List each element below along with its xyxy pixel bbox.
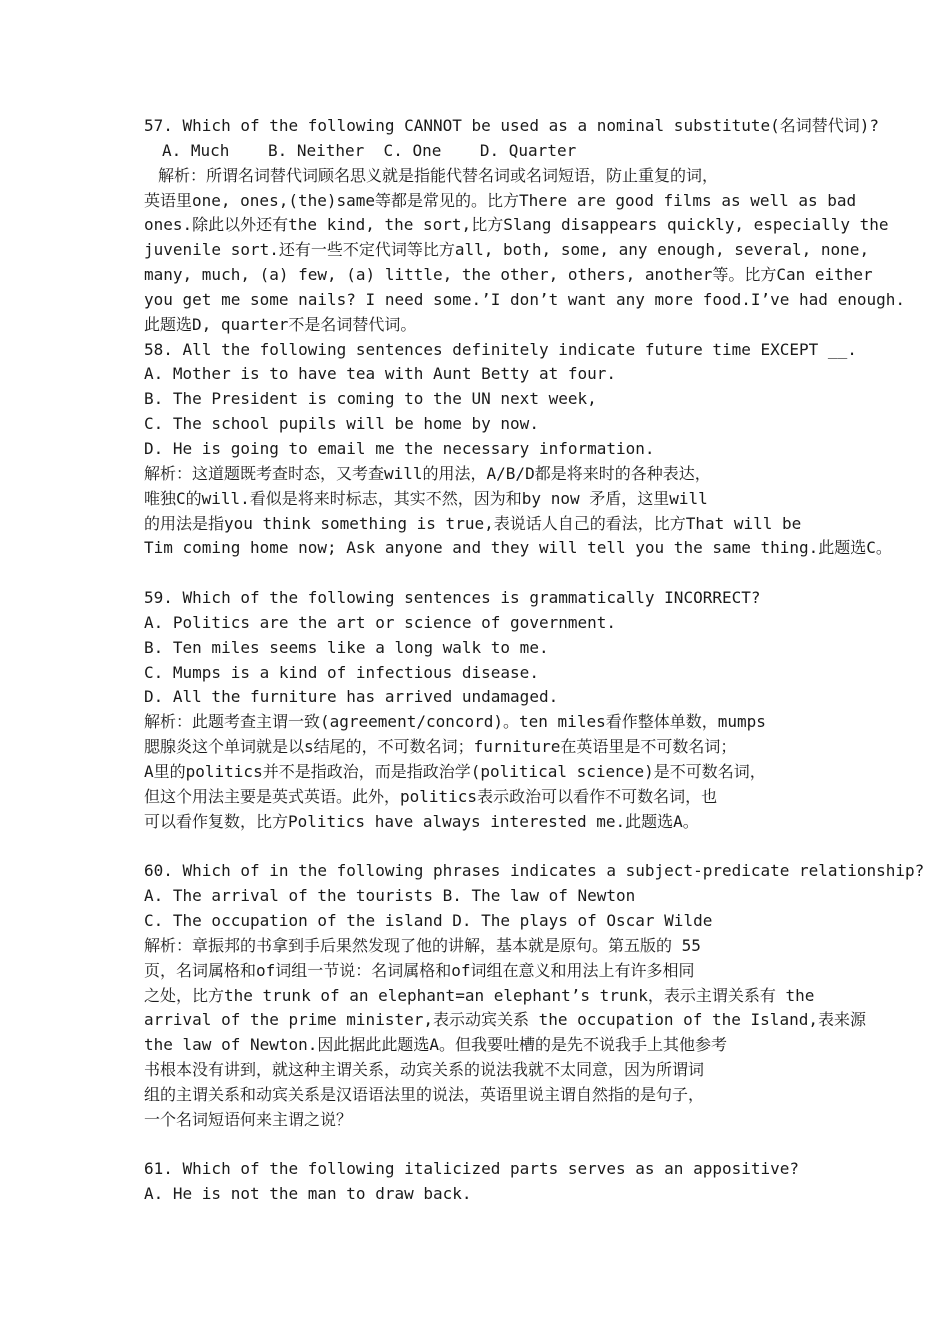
- q57-analysis-line: many, much, (a) few, (a) little, the other, others, another等。比方Can either: [144, 265, 873, 285]
- q59-stem: 59. Which of the following sentences is grammatically INCORRECT?: [144, 588, 761, 608]
- q59-analysis-line: 但这个用法主要是英式英语。此外，politics表示政治可以看作不可数名词，也: [144, 786, 718, 806]
- q58-analysis-line: Tim coming home now; Ask anyone and they will tell you the same thing.此题选C。: [144, 538, 892, 558]
- q60-analysis-line: 组的主谓关系和动宾关系是汉语语法里的说法，英语里说主谓自然指的是句子，: [144, 1084, 705, 1104]
- q60-analysis-line: 之处，比方the trunk of an elephant=an elephant’s trunk，表示主谓关系有 the: [144, 985, 815, 1005]
- q59-analysis-line: 腮腺炎这个单词就是以s结尾的，不可数名词；furniture在英语里是不可数名词；: [144, 737, 737, 757]
- q58-stem: 58. All the following sentences definitely indicate future time EXCEPT __.: [144, 339, 857, 359]
- q59-option-a: A. Politics are the art or science of government.: [144, 612, 617, 632]
- q57-stem: 57. Which of the following CANNOT be used as a nominal substitute(名词替代词)?: [144, 116, 880, 135]
- q58-option-d: D. He is going to email me the necessary information.: [144, 438, 655, 458]
- q59-analysis-line: 解析：此题考查主谓一致(agreement/concord)。ten miles看作整体单数，mumps: [144, 712, 766, 732]
- q57-analysis-line: 英语里one, ones,(the)same等都是常见的。比方There are good films as well as bad: [144, 190, 857, 210]
- q57-analysis-line: ones.除此以外还有the kind, the sort,比方Slang disappears quickly, especially the: [144, 215, 889, 235]
- q60-analysis-line: arrival of the prime minister,表示动宾关系 the occupation of the Island,表来源: [144, 1010, 866, 1030]
- q57-options: A. Much B. Neither C. One D. Quarter: [162, 140, 577, 160]
- q58-analysis-line: 解析：这道题既考查时态，又考查will的用法，A/B/D都是将来时的各种表达，: [144, 463, 711, 483]
- q61-stem: 61. Which of the following italicized parts serves as an appositive?: [144, 1159, 800, 1179]
- q60-analysis-line: 书根本没有讲到，就这种主谓关系，动宾关系的说法我就不太同意，因为所谓词: [144, 1060, 705, 1080]
- q60-analysis-line: 解析：章振邦的书拿到手后果然发现了他的讲解，基本就是原句。第五版的 55: [144, 935, 701, 955]
- q57-analysis-line: you get me some nails? I need some.’I don’t want any more food.I’ve had enough.: [144, 289, 905, 309]
- q59-option-c: C. Mumps is a kind of infectious disease.: [144, 662, 539, 682]
- q58-option-b: B. The President is coming to the UN next week,: [144, 389, 597, 409]
- q59-analysis-line: A里的politics并不是指政治，而是指政治学(political science)是不可数名词，: [144, 761, 766, 781]
- q59-analysis-line: 可以看作复数，比方Politics have always interested me.此题选A。: [144, 811, 699, 831]
- q61-option-a: A. He is not the man to draw back.: [144, 1184, 472, 1204]
- q57-analysis-line: 此题选D, quarter不是名词替代词。: [144, 314, 417, 334]
- q60-analysis-line: 一个名词短语何来主谓之说？: [144, 1109, 353, 1129]
- q60-stem: 60. Which of in the following phrases indicates a subject-predicate relationship?: [144, 861, 925, 881]
- q57-analysis-line: 解析：所谓名词替代词顾名思义就是指能代替名词或名词短语，防止重复的词，: [158, 165, 719, 185]
- q58-option-a: A. Mother is to have tea with Aunt Betty at four.: [144, 364, 617, 384]
- spacer: [144, 1133, 934, 1158]
- document-body: [144, 114, 934, 1207]
- q59-option-b: B. Ten miles seems like a long walk to me.: [144, 637, 549, 657]
- q58-analysis-line: 唯独C的will.看似是将来时标志，其实不然，因为和by now 矛盾，这里will: [144, 488, 708, 508]
- q58-analysis-line: 的用法是指you think something is true,表说话人自己的看法，比方That will be: [144, 513, 802, 533]
- q57-analysis-line: juvenile sort.还有一些不定代词等比方all, both, some, any enough, several, none,: [144, 240, 870, 260]
- q60-options-ab: A. The arrival of the tourists B. The law of Newton: [144, 886, 636, 906]
- q60-analysis-line: the law of Newton.因此据此此题选A。但我要吐槽的是先不说我手上其他参考: [144, 1035, 728, 1055]
- q59-option-d: D. All the furniture has arrived undamaged.: [144, 687, 559, 707]
- spacer: [144, 834, 934, 859]
- q60-analysis-line: 页，名词属格和of词组一节说：名词属格和of词组在意义和用法上有许多相同: [144, 960, 695, 980]
- q58-option-c: C. The school pupils will be home by now.: [144, 414, 539, 434]
- spacer: [144, 561, 934, 586]
- q60-options-cd: C. The occupation of the island D. The plays of Oscar Wilde: [144, 911, 713, 930]
